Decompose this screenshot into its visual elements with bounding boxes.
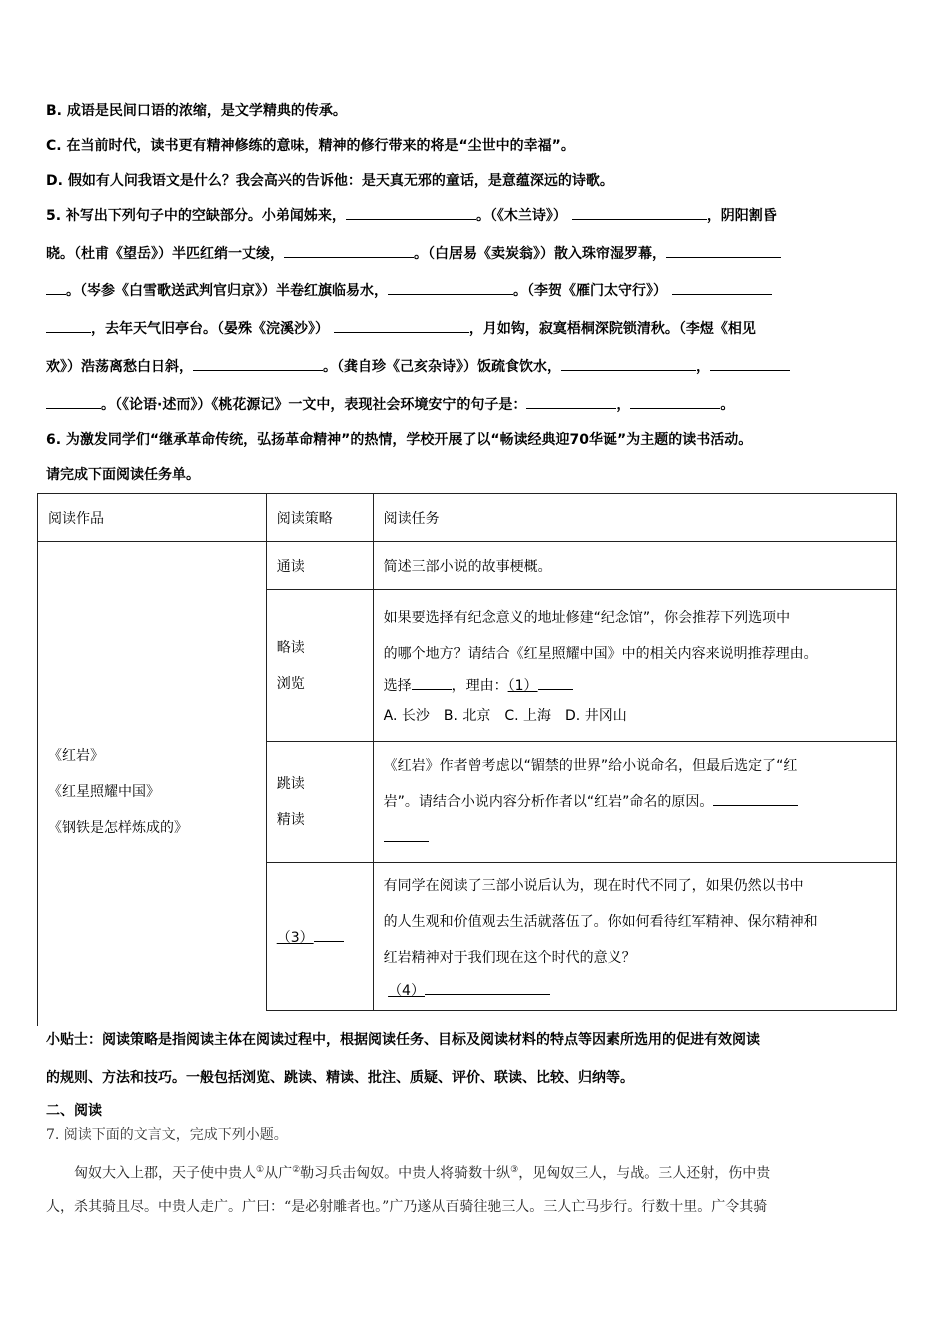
work-title: 《红岩》 <box>48 748 104 764</box>
answer-blank[interactable] <box>46 280 66 295</box>
option-text: 假如有人问我语文是什么？我会高兴的告诉他：是天真无邪的童话，是意蕴深远的诗歌。 <box>67 173 614 189</box>
q5-text: 。（《木兰诗》） <box>475 208 567 224</box>
q5-text: ， <box>696 359 710 375</box>
q5-line-3 <box>46 280 772 301</box>
work-title: 《红星照耀中国》 <box>48 784 160 800</box>
reading-task-table <box>37 493 897 1011</box>
answer-blank[interactable] <box>334 318 469 333</box>
tip-line-2: 的规则、方法和技巧。一般包括浏览、跳读、精读、批注、质疑、评价、联读、比较、归纳等。 <box>46 1070 634 1086</box>
q5-text: 。 <box>720 397 735 413</box>
answer-blank[interactable] <box>526 394 616 409</box>
classical-para-line-2: 人，杀其骑且尽。中贵人走广。广曰：“是必射雕者也。”广乃遂从百骑往驰三人。三人亡马步行。行数十里。广令其骑 <box>46 1199 768 1215</box>
footnote-2-marker: ② <box>292 1165 301 1175</box>
q5-text: ， <box>616 397 631 413</box>
option-text: 在当前时代，读书更有精神修练的意味，精神的修行带来的将是“尘世中的幸福”。 <box>66 138 575 154</box>
answer-blank[interactable] <box>572 205 707 220</box>
option-d <box>46 171 614 191</box>
choice-blank[interactable] <box>412 675 452 690</box>
answer-blank[interactable] <box>538 675 573 690</box>
table-row <box>38 542 897 590</box>
task-text: 有同学在阅读了三部小说后认为，现在时代不同了，如果仍然以书中 <box>383 877 804 894</box>
answer-blank[interactable] <box>561 356 696 371</box>
answer-blank[interactable] <box>284 243 414 258</box>
strategy-cell <box>266 542 373 590</box>
option-c <box>46 136 575 156</box>
para-text: 匈奴大入上郡，天子使中贵人 <box>74 1165 256 1182</box>
q5-text: ，阴阳割昏 <box>706 208 777 224</box>
task-text: 《红岩》作者曾考虑以“镅禁的世界”给小说命名，但最后选定了“红 <box>383 758 798 774</box>
strategy-label: 浏览 <box>276 675 305 692</box>
task-cell <box>373 742 896 863</box>
answer-blank[interactable] <box>346 205 476 220</box>
task-text: 的哪个地方？请结合《红星照耀中国》中的相关内容来说明推荐理由。 <box>383 645 818 662</box>
strategy-label: 略读 <box>276 639 305 656</box>
q5-text: 。（李贺《雁门太守行》） <box>513 283 667 299</box>
answer-blank[interactable] <box>46 394 101 409</box>
q5-line-2 <box>46 243 781 264</box>
para-text: 勒习兵击匈奴。中贵人将骑数十纵 <box>300 1165 511 1182</box>
option-letter: C. <box>46 138 62 154</box>
q5-text: ，去年天气旧亭台。（晏殊《浣溪沙》） <box>91 321 329 337</box>
option-b <box>46 101 347 121</box>
header-strategy: 阅读策略 <box>266 494 373 542</box>
answer-blank[interactable] <box>713 791 798 806</box>
strategy-cell <box>266 590 373 742</box>
footnote-3-marker: ③ <box>510 1165 519 1175</box>
q5-text: 。（《论语·述而》）《桃花源记》一文中，表现社会环境安宁的句子是： <box>101 397 527 413</box>
q5-text: 。（岑参《白雪歌送武判官归京》）半卷红旗临易水， <box>66 283 388 299</box>
strategy-label: 跳读 <box>276 776 305 792</box>
answer-blank[interactable] <box>672 280 772 295</box>
answer-blank[interactable] <box>46 318 91 333</box>
para-text: 从广 <box>264 1165 293 1182</box>
task-cell <box>373 542 896 590</box>
table-left-border-extension <box>37 1010 38 1026</box>
header-task: 阅读任务 <box>373 494 896 542</box>
q5-text: 。（白居易《卖炭翁》）散入珠帘湿罗幕， <box>414 246 666 262</box>
task-text: 简述三部小说的故事梗概。 <box>383 558 552 575</box>
answer-blank[interactable] <box>425 980 550 995</box>
strategy-cell <box>266 742 373 863</box>
task-cell <box>373 863 896 1011</box>
answer-blank[interactable] <box>666 243 781 258</box>
q5-line-1 <box>46 205 777 226</box>
q6-intro-1: 6. 为激发同学们“继承革命传统，弘扬革命精神”的热情，学校开展了以“畅读经典迎70华诞”为主题的读书活动。 <box>46 432 753 448</box>
strategy-cell <box>266 863 373 1011</box>
reason-blank-1[interactable]: （1） <box>507 677 538 694</box>
q7-prompt: 7. 阅读下面的文言文，完成下列小题。 <box>46 1127 288 1143</box>
header-works: 阅读作品 <box>38 494 267 542</box>
answer-blank[interactable] <box>710 356 790 371</box>
answer-blank[interactable] <box>314 927 344 942</box>
option-text: 成语是民间口语的浓缩，是文学精典的传承。 <box>66 103 347 119</box>
answer-blank-4[interactable]: （4） <box>388 982 425 999</box>
task-text: 岩”。请结合小说内容分析作者以“红岩”命名的原因。 <box>383 794 714 810</box>
para-text: ，见匈奴三人，与战。三人还射，伤中贵 <box>518 1165 771 1182</box>
q5-text: ，月如钩，寂寞梧桐深院锁清秋。（李煜《相见 <box>468 321 756 337</box>
answer-blank[interactable] <box>388 280 513 295</box>
works-cell <box>38 542 267 1011</box>
q5-text: 欢》）浩荡离愁白日斜， <box>46 359 193 375</box>
work-title: 《钢铁是怎样炼成的》 <box>48 820 188 836</box>
answer-blank[interactable] <box>384 827 429 842</box>
option-letter: D. <box>46 173 63 189</box>
option-letter: B. <box>46 103 62 119</box>
q5-line-4 <box>46 318 756 339</box>
section-title: 二、阅读 <box>46 1103 102 1119</box>
strategy-blank-3[interactable]: （3） <box>276 929 314 946</box>
strategy-label: 精读 <box>276 812 305 828</box>
table-header-row <box>38 494 897 542</box>
reason-label: ，理由： <box>451 677 508 694</box>
choice-line <box>384 672 886 700</box>
q5-text: 晓。（杜甫《望岳》）半匹红绡一丈绫， <box>46 246 284 262</box>
strategy-label: 通读 <box>276 558 305 575</box>
q5-line-6 <box>46 394 734 415</box>
q5-line-5 <box>46 356 790 377</box>
answer-blank[interactable] <box>630 394 720 409</box>
answer-blank[interactable] <box>193 356 323 371</box>
task-text: 红岩精神对于我们现在这个时代的意义？ <box>383 949 636 966</box>
task-text: 的人生观和价值观去生活就落伍了。你如何看待红军精神、保尔精神和 <box>383 913 818 930</box>
q5-text: 5. 补写出下列句子中的空缺部分。小弟闻姊来， <box>46 208 346 224</box>
footnote-1-marker: ① <box>256 1165 265 1175</box>
task-cell <box>373 590 896 742</box>
choice-label: 选择 <box>383 677 412 694</box>
q6-intro-2: 请完成下面阅读任务单。 <box>46 467 200 483</box>
task-text: 如果要选择有纪念意义的地址修建“纪念馆”，你会推荐下列选项中 <box>383 609 791 626</box>
q5-text: 。（龚自珍《己亥杂诗》）饭疏食饮水， <box>323 359 561 375</box>
choices-list: A. 长沙 B. 北京 C. 上海 D. 井冈山 <box>383 707 627 724</box>
tip-line-1: 小贴士：阅读策略是指阅读主体在阅读过程中，根据阅读任务、目标及阅读材料的特点等因素所选用的促进有效阅读 <box>46 1032 760 1048</box>
classical-para-line-1 <box>74 1160 770 1184</box>
